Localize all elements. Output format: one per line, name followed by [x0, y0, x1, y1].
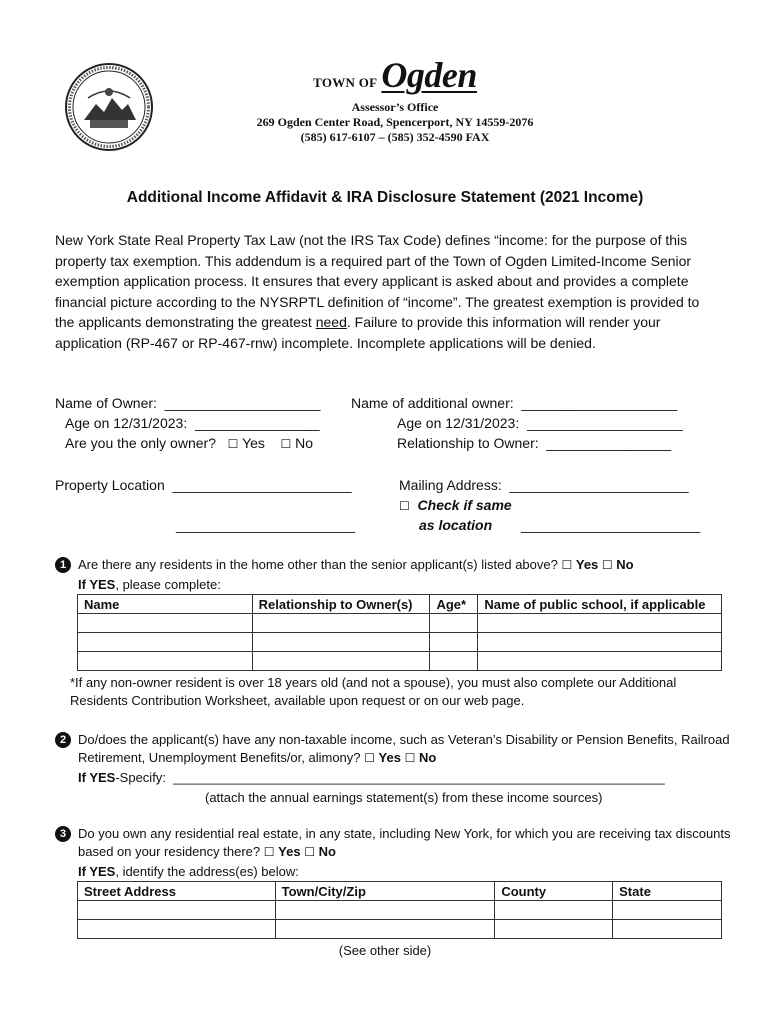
table-cell[interactable]: [613, 901, 722, 920]
table-row: [78, 901, 722, 920]
property-location-field[interactable]: Property Location _______________________: [55, 477, 352, 493]
property-location-line2[interactable]: _______________________: [176, 517, 356, 533]
letterhead-town: [313, 56, 477, 94]
q3-if-yes-line: [78, 863, 299, 881]
table-cell[interactable]: [252, 614, 430, 633]
col-state: State: [613, 882, 722, 901]
question-2-number: 2: [55, 732, 71, 748]
mailing-address-field[interactable]: Mailing Address: _______________________: [399, 477, 689, 493]
q3-yes-checkbox[interactable]: ☐: [263, 845, 275, 859]
question-2-text: Do/does the applicant(s) have any non-taxable income, such as Veteran’s Disability or Pension Benefits, Railroad Retirement, Unemployment Benefits/or, alimony?: [78, 732, 730, 765]
intro-emphasis: need: [315, 314, 347, 330]
town-name-logo: Ogden: [381, 55, 477, 95]
office-name: Assessor’s Office: [351, 100, 439, 114]
table-row: [78, 652, 722, 671]
age-additional-field[interactable]: Age on 12/31/2023: ____________________: [397, 415, 683, 431]
col-county: County: [495, 882, 613, 901]
mailing-address-line2[interactable]: _______________________: [521, 517, 701, 533]
question-1-text: Are there any residents in the home other than the senior applicant(s) listed above?: [78, 557, 558, 572]
same-as-location-checkbox[interactable]: ☐: [399, 499, 410, 513]
town-of-label: TOWN OF: [313, 75, 378, 90]
table-cell[interactable]: [430, 652, 478, 671]
only-owner-yes-checkbox[interactable]: ☐: [227, 437, 239, 451]
q3-no-label: No: [318, 844, 336, 859]
question-2: [55, 731, 745, 767]
table-cell[interactable]: [275, 920, 495, 939]
q2-if-yes: If YES: [78, 770, 116, 785]
table-cell[interactable]: [613, 920, 722, 939]
office-address: 269 Ogden Center Road, Spencerport, NY 14559-2076: [256, 115, 534, 129]
question-3: [55, 825, 745, 861]
q1-if-yes-line: [78, 576, 221, 594]
q2-specify-line: [78, 769, 665, 787]
question-3-text: Do you own any residential real estate, in any state, including New York, for which you are receiving tax discounts based on your residency there?: [78, 826, 731, 859]
as-location-label: as location: [419, 517, 493, 533]
q1-yes-label: Yes: [575, 557, 599, 572]
q2-specify-field[interactable]: -Specify: ____________________________________________________________________: [115, 770, 665, 785]
table-cell[interactable]: [78, 633, 253, 652]
q2-no-checkbox[interactable]: ☐: [404, 751, 416, 765]
residents-table-header: [78, 595, 722, 614]
col-street-address: Street Address: [78, 882, 276, 901]
q1-yes-checkbox[interactable]: ☐: [561, 558, 573, 572]
relationship-field[interactable]: Relationship to Owner: ________________: [397, 435, 671, 451]
table-cell[interactable]: [78, 920, 276, 939]
table-cell[interactable]: [275, 901, 495, 920]
office-phone: (585) 617-6107 – (585) 352-4590 FAX: [300, 130, 490, 144]
letterhead: [180, 56, 610, 145]
table-cell[interactable]: [78, 901, 276, 920]
age-owner-field[interactable]: Age on 12/31/2023: ________________: [65, 415, 320, 431]
q2-yes-checkbox[interactable]: ☐: [364, 751, 375, 765]
intro-text-end: . Failure to provide this information will render your application (RP-467 or RP-467-rnw) incomplete. Incomplete applications will be denied.: [55, 314, 661, 351]
col-age: Age*: [430, 595, 478, 614]
q1-no-label: No: [616, 557, 634, 572]
residents-table: [77, 594, 722, 671]
table-row: [78, 633, 722, 652]
q2-yes-label: Yes: [378, 750, 401, 765]
table-row: [78, 614, 722, 633]
col-town-city-zip: Town/City/Zip: [275, 882, 495, 901]
real-estate-table-header: [78, 882, 722, 901]
q1-if-yes: If YES: [78, 577, 116, 592]
only-owner-no-checkbox[interactable]: ☐: [280, 437, 292, 451]
only-owner-label: Are you the only owner?: [65, 435, 216, 451]
table-cell[interactable]: [495, 901, 613, 920]
table-cell[interactable]: [478, 614, 722, 633]
question-1: [55, 556, 745, 574]
q3-if-yes-rest: , identify the address(es) below:: [115, 864, 299, 879]
table-cell[interactable]: [430, 633, 478, 652]
check-if-same-row: [399, 496, 512, 515]
question-3-number: 3: [55, 826, 71, 842]
q2-no-label: No: [418, 750, 437, 765]
table-row: [78, 920, 722, 939]
only-owner-no-label: No: [295, 435, 314, 451]
table-cell[interactable]: [478, 652, 722, 671]
table-cell[interactable]: [478, 633, 722, 652]
q1-footnote: *If any non-owner resident is over 18 years old (and not a spouse), you must also complete our Additional Residents Contribution Worksheet, available upon request or on our web page.: [70, 675, 677, 708]
q1-if-yes-rest: , please complete:: [115, 577, 221, 592]
document-title: Additional Income Affidavit & IRA Disclosure Statement (2021 Income): [126, 189, 644, 206]
col-name: Name: [78, 595, 253, 614]
table-cell[interactable]: [78, 652, 253, 671]
town-seal-logo: [64, 62, 154, 152]
question-1-number: 1: [55, 557, 71, 573]
q2-attach-note: (attach the annual earnings statement(s) from these income sources): [205, 790, 603, 805]
see-other-side: (See other side): [338, 943, 432, 958]
intro-text-start: New York State Real Property Tax Law (not the IRS Tax Code) defines “income: for the purpose of this property tax exemption. This addendum is a required part of the Town of Ogden Limited-Income Senior exemption application process. It ensures that every applicant is asked about and provides a complete financial picture according to the NYSRPTL definition of “income”. The greatest exemption is provided to the applicants demonstrating the greatest: [55, 232, 700, 330]
intro-paragraph: [55, 230, 715, 353]
table-cell[interactable]: [495, 920, 613, 939]
col-relationship: Relationship to Owner(s): [252, 595, 430, 614]
only-owner-yes-label: Yes: [242, 435, 265, 451]
q3-if-yes: If YES: [78, 864, 116, 879]
check-if-same-label: Check if same: [417, 497, 512, 513]
q3-no-checkbox[interactable]: ☐: [304, 845, 315, 859]
table-cell[interactable]: [252, 652, 430, 671]
table-cell[interactable]: [78, 614, 253, 633]
col-public-school: Name of public school, if applicable: [478, 595, 722, 614]
q3-yes-label: Yes: [278, 844, 301, 859]
table-cell[interactable]: [430, 614, 478, 633]
additional-owner-field[interactable]: Name of additional owner: ____________________: [351, 395, 678, 411]
q1-no-checkbox[interactable]: ☐: [601, 558, 613, 572]
real-estate-table: [77, 881, 722, 939]
name-of-owner-field[interactable]: Name of Owner: ____________________: [55, 395, 321, 411]
only-owner-row: [65, 434, 313, 453]
table-cell[interactable]: [252, 633, 430, 652]
